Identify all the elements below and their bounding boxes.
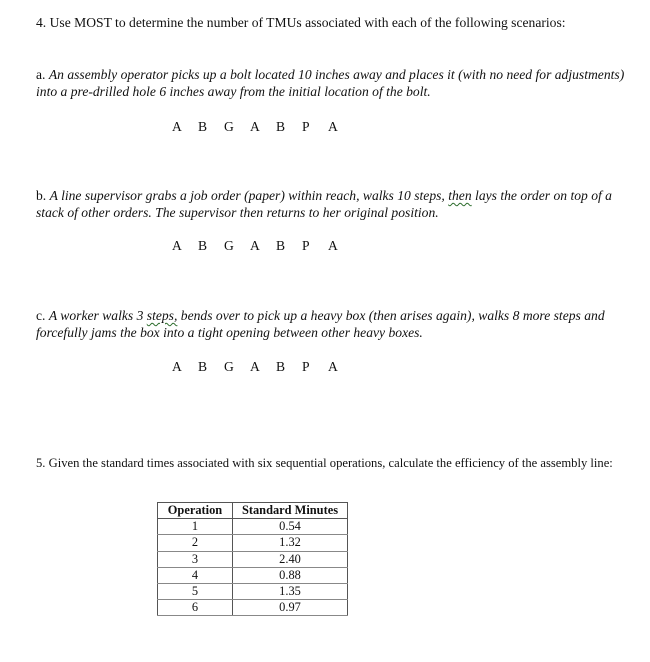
- operation-cell: 2: [158, 535, 233, 551]
- column-header-operation: Operation: [158, 503, 233, 519]
- table-row: [158, 583, 348, 599]
- sequence-c: [172, 359, 354, 375]
- standard-minutes-cell: 0.88: [233, 567, 348, 583]
- sequence-b: [172, 238, 354, 254]
- standard-minutes-cell: 0.54: [233, 519, 348, 535]
- table-row: [158, 535, 348, 551]
- scenario-a: [36, 66, 626, 100]
- sequence-letter: A: [328, 119, 338, 134]
- operation-cell: 4: [158, 567, 233, 583]
- table-row: [158, 519, 348, 535]
- sequence-letter: G: [224, 238, 234, 253]
- sequence-letter: B: [276, 359, 286, 374]
- sequence-letter: B: [198, 359, 208, 374]
- scenario-c-prefix: c.: [36, 308, 46, 323]
- table-row: [158, 600, 348, 616]
- sequence-letter: A: [328, 359, 338, 374]
- sequence-letter: B: [276, 238, 286, 253]
- scenario-b-text-1: A line supervisor grabs a job order (paper) within reach, walks 10 steps,: [49, 188, 445, 203]
- sequence-letter: P: [302, 119, 310, 134]
- sequence-letter: A: [250, 359, 260, 374]
- sequence-letter: B: [198, 238, 208, 253]
- scenario-c-text-1: A worker walks 3: [48, 308, 144, 323]
- question-5-prompt: 5. Given the standard times associated with six sequential operations, calculate the efficiency of the assembly line:: [36, 456, 613, 470]
- operation-cell: 5: [158, 583, 233, 599]
- scenario-b-text-2: lays the order on top of a stack of other orders. The supervisor then returns to her original position.: [36, 188, 612, 220]
- table-row: [158, 551, 348, 567]
- scenario-c-text-2: bends over to pick up a heavy box (then arises again), walks 8 more steps and forcefully jams the box into a tight opening between other heavy boxes.: [36, 308, 605, 340]
- scenario-c: [36, 307, 626, 341]
- scenario-a-prefix: a.: [36, 67, 46, 82]
- table-header-row: [158, 503, 348, 519]
- standard-minutes-cell: 2.40: [233, 551, 348, 567]
- standard-times-table: [157, 502, 348, 616]
- sequence-letter: G: [224, 359, 234, 374]
- column-header-standard-minutes: Standard Minutes: [233, 503, 348, 519]
- scenario-b-flagged-word: then: [448, 188, 472, 203]
- sequence-letter: A: [172, 119, 182, 134]
- sequence-letter: B: [276, 119, 286, 134]
- sequence-letter: A: [250, 238, 260, 253]
- sequence-letter: A: [172, 238, 182, 253]
- sequence-a: [172, 119, 354, 135]
- scenario-c-flagged-word: steps,: [146, 308, 178, 323]
- table-row: [158, 567, 348, 583]
- standard-minutes-cell: 1.32: [233, 535, 348, 551]
- operation-cell: 6: [158, 600, 233, 616]
- sequence-letter: A: [250, 119, 260, 134]
- operation-cell: 3: [158, 551, 233, 567]
- operation-cell: 1: [158, 519, 233, 535]
- scenario-b-prefix: b.: [36, 188, 47, 203]
- scenario-a-text: An assembly operator picks up a bolt located 10 inches away and places it (with no need for adjustments) into a pre-drilled hole 6 inches away from the initial location of the bolt.: [36, 67, 625, 99]
- standard-minutes-cell: 0.97: [233, 600, 348, 616]
- question-4-prompt: 4. Use MOST to determine the number of TMUs associated with each of the following scenarios:: [36, 15, 566, 30]
- sequence-letter: P: [302, 359, 310, 374]
- sequence-letter: P: [302, 238, 310, 253]
- scenario-b: [36, 187, 626, 221]
- standard-minutes-cell: 1.35: [233, 583, 348, 599]
- sequence-letter: G: [224, 119, 234, 134]
- sequence-letter: B: [198, 119, 208, 134]
- sequence-letter: A: [328, 238, 338, 253]
- sequence-letter: A: [172, 359, 182, 374]
